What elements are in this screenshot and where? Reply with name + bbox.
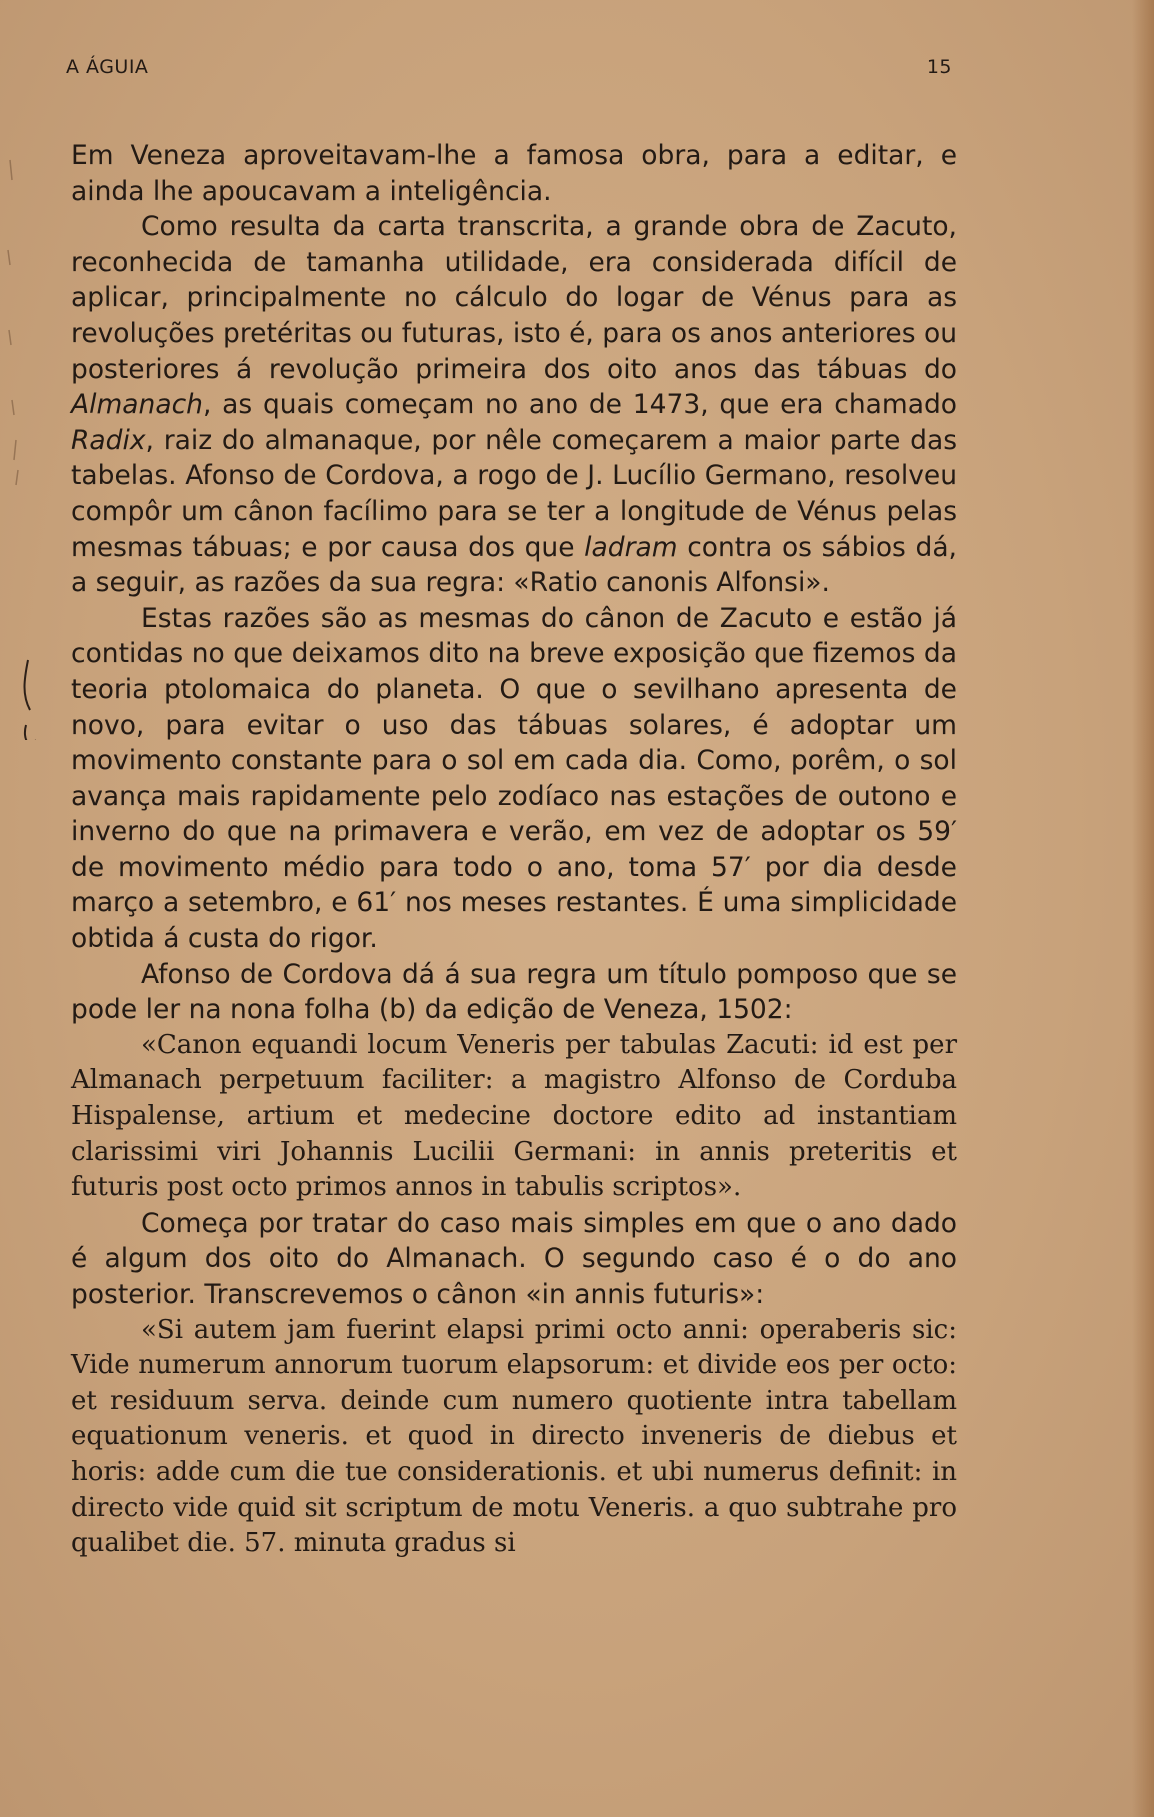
margin-marks: [0, 140, 60, 740]
paragraph-text: Afonso de Cordova dá á sua regra um título pomposo que se pode ler na nona folha (b) da edição de Veneza, 1502:: [71, 958, 957, 1026]
paragraph-text: , raiz do almanaque, por nêle começarem a maior parte das tabelas. Afonso de Cordova, a rogo de J. Lucílio Germano, resolveu compôr um cânon facílimo para se ter a longitude de Vénus pelas mesmas tábuas; e por causa dos que: [71, 424, 957, 563]
journal-title: A ÁGUIA: [66, 56, 149, 78]
italic-term: Almanach: [71, 389, 203, 421]
page-number: 15: [926, 56, 952, 78]
paragraph: [71, 957, 957, 1028]
paragraph: [71, 138, 957, 209]
page-edge-shadow: [1132, 0, 1154, 1817]
paragraph-text: «Si autem jam fuerint elapsi primi octo anni: operaberis sic: Vide numerum annorum tuorum elapsorum: et divide eos per octo: et residuum serva. deinde cum numero quotiente intra tabellam equationum veneris. et quod in directo inveneris de diebus et horis: adde cum die tue considerationis. et ubi numerus definit: in directo vide quid sit scriptum de motu Veneris. a quo subtrahe pro qualibet die. 57. minuta gradus si: [71, 1314, 957, 1559]
paragraph: [71, 1206, 957, 1313]
paragraph-text: Começa por tratar do caso mais simples em que o ano dado é algum dos oito do Almanach. O segundo caso é o do ano posterior. Transcrevemos o cânon «in annis futuris»:: [71, 1207, 957, 1310]
paragraph: [71, 1313, 957, 1562]
italic-term: Radix: [71, 424, 146, 456]
paragraph-text: contra os sábios dá, a seguir, as razões da sua regra: «Ratio canonis Alfonsi».: [71, 531, 957, 599]
running-header: [66, 56, 952, 86]
paragraph-text: Como resulta da carta transcrita, a grande obra de Zacuto, reconhecida de tamanha utilidade, era considerada difícil de aplicar, principalmente no cálculo do logar de Vénus para as revoluções pretéritas ou futuras, isto é, para os anos anteriores ou posteriores á revolução primeira dos oito anos das tábuas do: [71, 211, 957, 385]
paragraph-text: Em Veneza aproveitavam-lhe a famosa obra, para a editar, e ainda lhe apoucavam a inteligência.: [71, 140, 957, 207]
paragraph: [71, 209, 957, 601]
text-body: [71, 138, 957, 1562]
italic-term: ladram: [584, 531, 678, 563]
paragraph-text: Estas razões são as mesmas do cânon de Zacuto e estão já contidas no que deixamos dito na breve exposição que fizemos da teoria ptolomaica do planeta. O que o sevilhano apresenta de novo, para evitar o uso das tábuas solares, é adoptar um movimento constante para o sol em cada dia. Como, porêm, o sol avança mais rapidamente pelo zodíaco nas estações de outono e inverno do que na primavera e verão, em vez de adoptar os 59′ de movimento médio para todo o ano, toma 57′ por dia desde março a setembro, e 61′ nos meses restantes. É uma simplicidade obtida á custa do rigor.: [71, 602, 957, 955]
paragraph: [71, 601, 957, 957]
paragraph-text: , as quais começam no ano de 1473, que era chamado: [202, 389, 957, 421]
paragraph-text: «Canon equandi locum Veneris per tabulas Zacuti: id est per Almanach perpetuum faciliter: a magistro Alfonso de Corduba Hispalense, artium et medecine doctore edito ad instantiam clarissimi viri Johannis Lucilii Germani: in annis preteritis et futuris post octo primos annos in tabulis scriptos».: [71, 1029, 957, 1203]
paragraph: [71, 1028, 957, 1206]
